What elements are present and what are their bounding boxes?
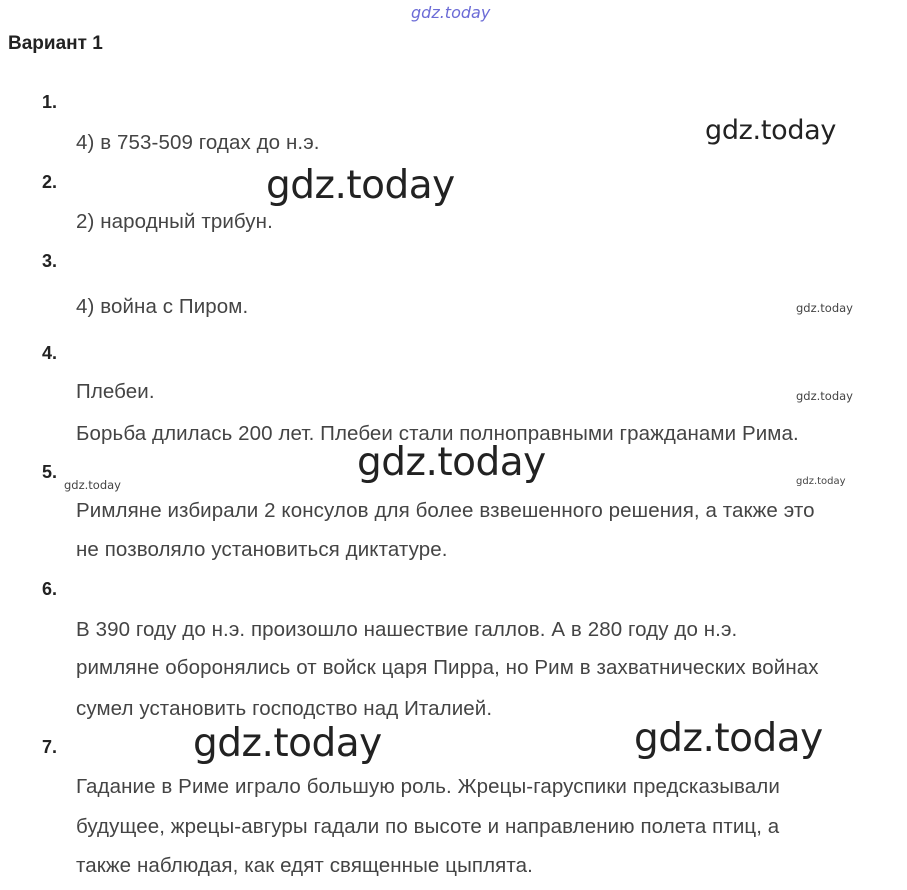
watermark: gdz.today [796,389,853,403]
answer-text: Борьба длилась 200 лет. Плебеи стали полноправными гражданами Рима. [76,422,799,445]
question-number: 3. [42,251,58,271]
question-number: 2. [42,172,58,192]
watermark: gdz.today [266,163,455,208]
watermark: gdz.today [796,476,846,487]
watermark: gdz.today [193,721,382,766]
answer-text: 2) народный трибун. [76,210,273,233]
answer-text: не позволяло установиться диктатуре. [76,538,448,561]
question-number: 5. [42,462,58,482]
watermark: gdz.today [796,301,853,315]
question-number: 1. [42,92,58,112]
question-number: 6. [42,579,58,599]
answer-text: Римляне избирали 2 консулов для более взвешенного решения, а также это [76,499,815,522]
answer-text: также наблюдая, как едят священные цыплята. [76,854,533,877]
answer-text: сумел установить господство над Италией. [76,697,493,720]
watermark: gdz.today [634,716,823,761]
answer-text: римляне оборонялись от войск царя Пирра, но Рим в захватнических войнах [76,656,819,679]
answer-text: будущее, жрецы-авгуры гадали по высоте и направлению полета птиц, а [76,815,780,838]
watermark: gdz.today [705,115,837,146]
answer-text: 4) война с Пиром. [76,295,249,318]
watermark: gdz.today [64,478,121,492]
question-number: 4. [42,343,58,363]
answer-text: Плебеи. [76,380,155,403]
question-number: 7. [42,737,58,757]
answer-text: Гадание в Риме играло большую роль. Жрецы-гаруспики предсказывали [76,775,780,798]
watermark: gdz.today [357,440,546,485]
watermark-top: gdz.today [411,3,491,22]
page-title: Вариант 1 [8,33,103,54]
answer-text: 4) в 753-509 годах до н.э. [76,131,320,154]
answer-text: В 390 году до н.э. произошло нашествие галлов. А в 280 году до н.э. [76,618,738,641]
